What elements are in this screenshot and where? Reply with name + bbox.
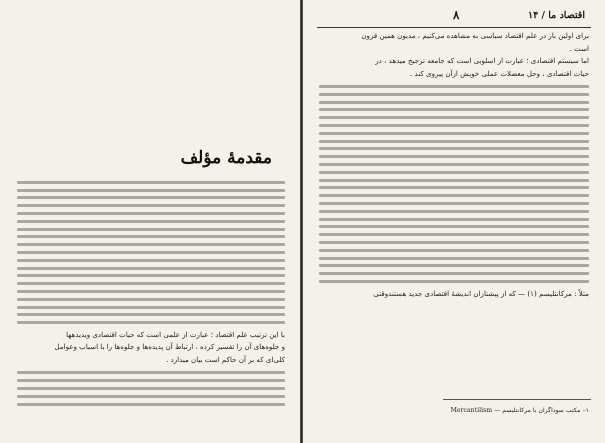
left-page-illegible-line xyxy=(17,228,285,231)
right-page-illegible-line xyxy=(319,272,589,275)
left-page-illegible-line xyxy=(17,243,285,246)
header-rule xyxy=(317,27,591,28)
right-page-illegible-line xyxy=(319,225,589,228)
page-header xyxy=(303,10,605,26)
right-page-illegible-line xyxy=(319,264,589,267)
left-page-illegible-line xyxy=(17,298,285,301)
right-page-illegible-line xyxy=(319,140,589,143)
right-page-illegible-line xyxy=(319,116,589,119)
left-page-illegible-line xyxy=(17,371,285,374)
left-page-illegible-line xyxy=(17,290,285,293)
left-page-text-line: و جلوه‌های آن را تفسیر کرده ، ارتباط آن پدیده‌ها و جلوه‌ها را با اسباب وعوامل xyxy=(54,342,285,352)
left-page-illegible-line xyxy=(17,282,285,285)
right-page-illegible-line xyxy=(319,210,589,213)
left-page-illegible-line xyxy=(17,387,285,390)
right-page-illegible-line xyxy=(319,233,589,236)
right-page-text-line: برای اولین بار در علم اقتصاد سیاسی به مشاهده می‌کنیم ، مدیون همین قرون xyxy=(361,31,589,40)
running-header: اقتصاد ما / ۱۴ xyxy=(527,10,585,21)
left-page-illegible-line xyxy=(17,379,285,382)
left-page-illegible-line xyxy=(17,235,285,238)
left-page-illegible-line xyxy=(17,267,285,270)
right-page-illegible-line xyxy=(319,218,589,221)
right-page-illegible-line xyxy=(319,108,589,111)
right-page xyxy=(303,0,605,443)
left-page-illegible-line xyxy=(17,403,285,406)
left-page-illegible-line xyxy=(17,181,285,184)
left-page xyxy=(0,0,300,443)
left-page-illegible-line xyxy=(17,259,285,262)
left-page-title: مقدمۀ مؤلف xyxy=(180,148,272,168)
right-page-illegible-line xyxy=(319,147,589,150)
right-page-illegible-line xyxy=(319,155,589,158)
right-page-illegible-line xyxy=(319,171,589,174)
right-page-text-line: حیات اقتصادی ، وحل معضلات عملی خویش ازآن پیروی کند . xyxy=(410,68,589,78)
right-page-illegible-line xyxy=(319,93,589,96)
right-page-illegible-line xyxy=(319,194,589,197)
right-page-illegible-line xyxy=(319,186,589,189)
page-number: ۸ xyxy=(453,8,460,22)
right-page-illegible-line xyxy=(319,163,589,166)
left-page-illegible-line xyxy=(17,212,285,215)
right-page-text-line: اما سیستم اقتصادی ؛ عبارت از اسلوبی است که جامعه ترجیح میدهد ، در xyxy=(375,56,589,66)
left-page-illegible-line xyxy=(17,251,285,254)
left-page-illegible-line xyxy=(17,220,285,223)
left-page-illegible-line xyxy=(17,306,285,309)
left-page-illegible-line xyxy=(17,274,285,277)
right-page-illegible-line xyxy=(319,124,589,127)
right-page-illegible-line xyxy=(319,101,589,104)
right-page-illegible-line xyxy=(319,257,589,260)
left-page-illegible-line xyxy=(17,395,285,398)
right-page-illegible-line xyxy=(319,241,589,244)
right-page-illegible-line xyxy=(319,202,589,205)
left-page-illegible-line xyxy=(17,321,285,324)
left-page-illegible-line xyxy=(17,313,285,316)
footnote-rule xyxy=(443,399,591,400)
right-page-illegible-line xyxy=(319,85,589,88)
left-page-text-line: با این ترتیب علم اقتصاد ؛ عبارت از علمی است که حیات اقتصادی ویدیدهها xyxy=(66,329,285,339)
right-page-body xyxy=(319,30,589,300)
left-page-illegible-line xyxy=(17,204,285,207)
left-page-illegible-line xyxy=(17,196,285,199)
right-page-illegible-line xyxy=(319,132,589,135)
right-page-illegible-line xyxy=(319,249,589,252)
left-page-text-line: کلی‌ای که بر آن حاکم است بیان میدارد . xyxy=(166,354,285,364)
right-page-illegible-line xyxy=(319,179,589,182)
right-page-illegible-line xyxy=(319,280,589,283)
left-page-illegible-line xyxy=(17,189,285,192)
footnote: ١– مکتب سوداگران یا مرکانتلیسم — Mercantilism xyxy=(450,407,589,414)
right-page-text-line: است . xyxy=(569,43,589,53)
right-page-text-line: مثلاً : مرکانتلیسم (١) — که از پیشتازان اندیشۀ اقتصادی جدید هستندوقتی xyxy=(373,288,589,298)
left-page-body xyxy=(17,176,285,410)
